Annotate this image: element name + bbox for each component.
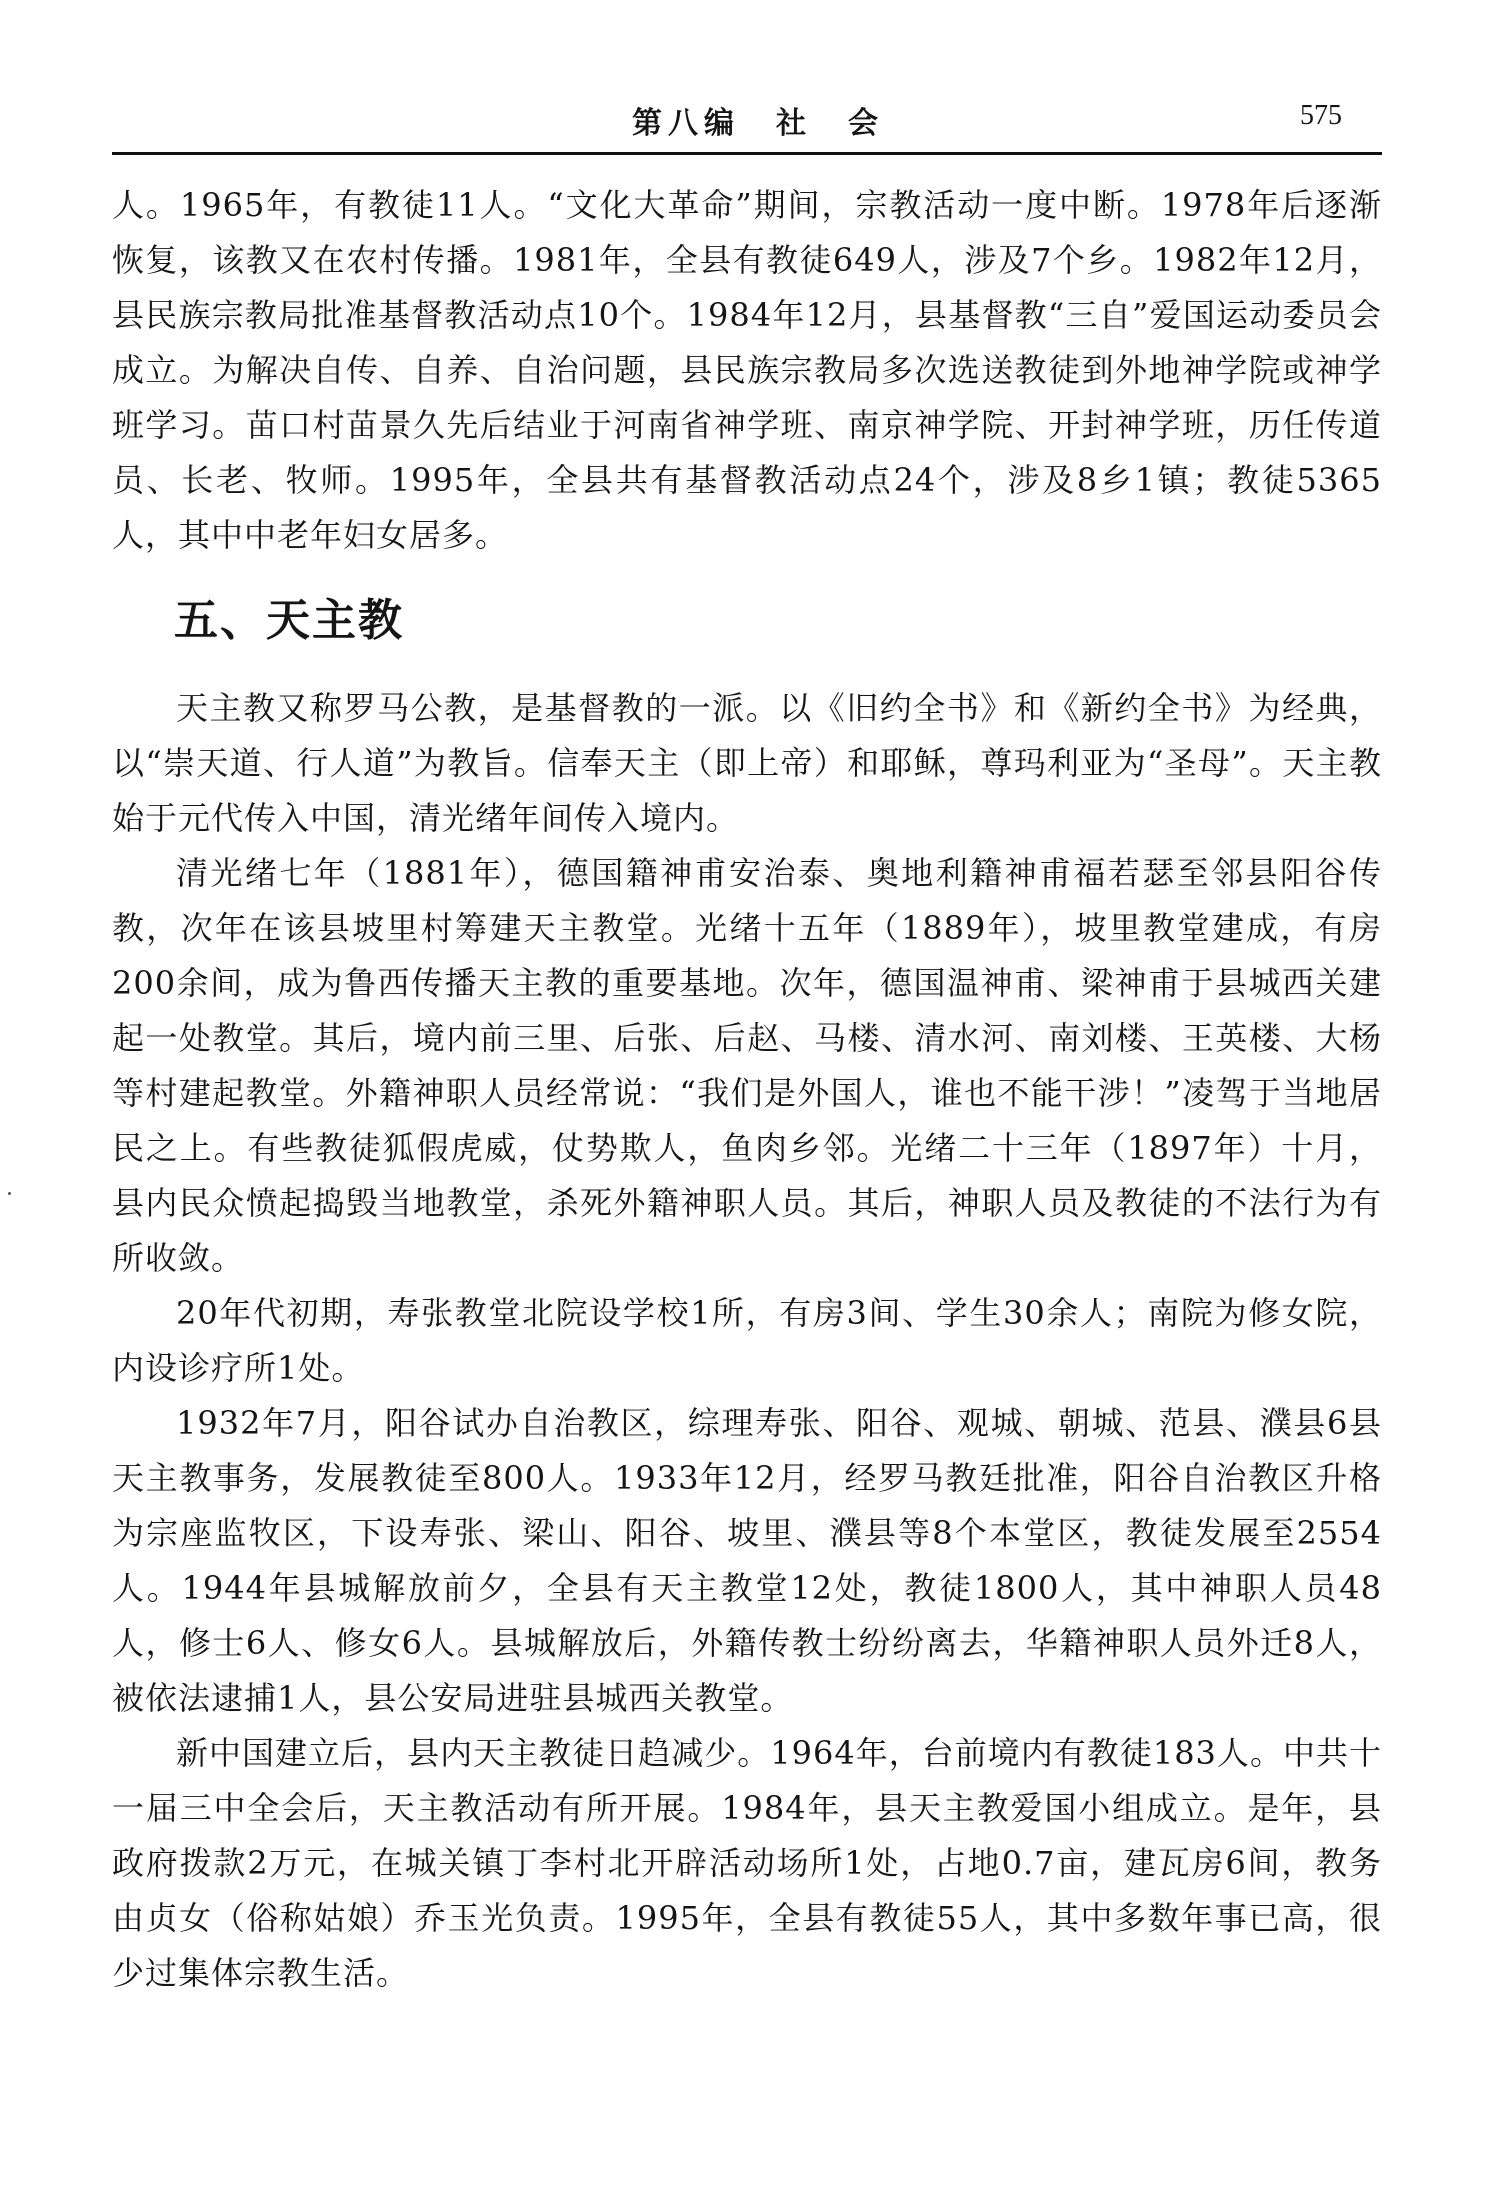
paragraph: 清光绪七年（1881年），德国籍神甫安治泰、奥地利籍神甫福若瑟至邻县阳谷传教，次年在该县坡里村筹建天主教堂。光绪十五年（1889年），坡里教堂建成，有房200余间，成为鲁西传播天主教的重要基地。次年，德国温神甫、梁神甫于县城西关建起一处教堂。其后，境内前三里、后张、后赵、马楼、清水河、南刘楼、王英楼、大杨等村建起教堂。外籍神职人员经常说：“我们是外国人，谁也不能干涉！”凌驾于当地居民之上。有些教徒狐假虎威，仗势欺人，鱼肉乡邻。光绪二十三年（1897年）十月，县内民众愤起捣毁当地教堂，杀死外籍神职人员。其后，神职人员及教徒的不法行为有所收敛。 <box>112 854 1382 1277</box>
running-head-title: 第八编 社 会 <box>632 106 884 141</box>
paragraph: 新中国建立后，县内天主教徒日趋减少。1964年，台前境内有教徒183人。中共十一届三中全会后，天主教活动有所开展。1984年，县天主教爱国小组成立。是年，县政府拨款2万元，在城关镇丁李村北开辟活动场所1处，占地0.7亩，建瓦房6间，教务由贞女（俗称姑娘）乔玉光负责。1995年，全县有教徒55人，其中多数年事已高，很少过集体宗教生活。 <box>112 1734 1382 1992</box>
continuation-paragraph: 人。1965年，有教徒11人。“文化大革命”期间，宗教活动一度中断。1978年后逐渐恢复，该教又在农村传播。1981年，全县有教徒649人，涉及7个乡。1982年12月，县民族宗教局批准基督教活动点10个。1984年12月，县基督教“三自”爱国运动委员会成立。为解决自传、自养、自治问题，县民族宗教局多次选送教徒到外地神学院或神学班学习。苗口村苗景久先后结业于河南省神学班、南京神学院、开封神学班，历任传道员、长老、牧师。1995年，全县共有基督教活动点24个，涉及8乡1镇；教徒5365人，其中中老年妇女居多。 <box>112 186 1382 554</box>
page-header <box>112 98 1382 148</box>
paragraph: 20年代初期，寿张教堂北院设学校1所，有房3间、学生30余人；南院为修女院，内设诊疗所1处。 <box>112 1294 1382 1387</box>
section-heading: 五、天主教 <box>174 595 404 646</box>
paragraph: 天主教又称罗马公教，是基督教的一派。以《旧约全书》和《新约全书》为经典，以“崇天道、行人道”为教旨。信奉天主（即上帝）和耶稣，尊玛利亚为“圣母”。天主教始于元代传入中国，清光绪年间传入境内。 <box>112 689 1382 837</box>
header-rule <box>112 152 1382 155</box>
paragraph: 1932年7月，阳谷试办自治教区，综理寿张、阳谷、观城、朝城、范县、濮县6县天主教事务，发展教徒至800人。1933年12月，经罗马教廷批准，阳谷自治教区升格为宗座监牧区，下设寿张、梁山、阳谷、坡里、濮县等8个本堂区，教徒发展至2554人。1944年县城解放前夕，全县有天主教堂12处，教徒1800人，其中神职人员48人，修士6人、修女6人。县城解放后，外籍传教士纷纷离去，华籍神职人员外迁8人，被依法逮捕1人，县公安局进驻县城西关教堂。 <box>112 1404 1382 1717</box>
scan-speck <box>8 1192 11 1195</box>
page-number: 575 <box>1300 100 1342 131</box>
page-body <box>112 178 1382 2001</box>
